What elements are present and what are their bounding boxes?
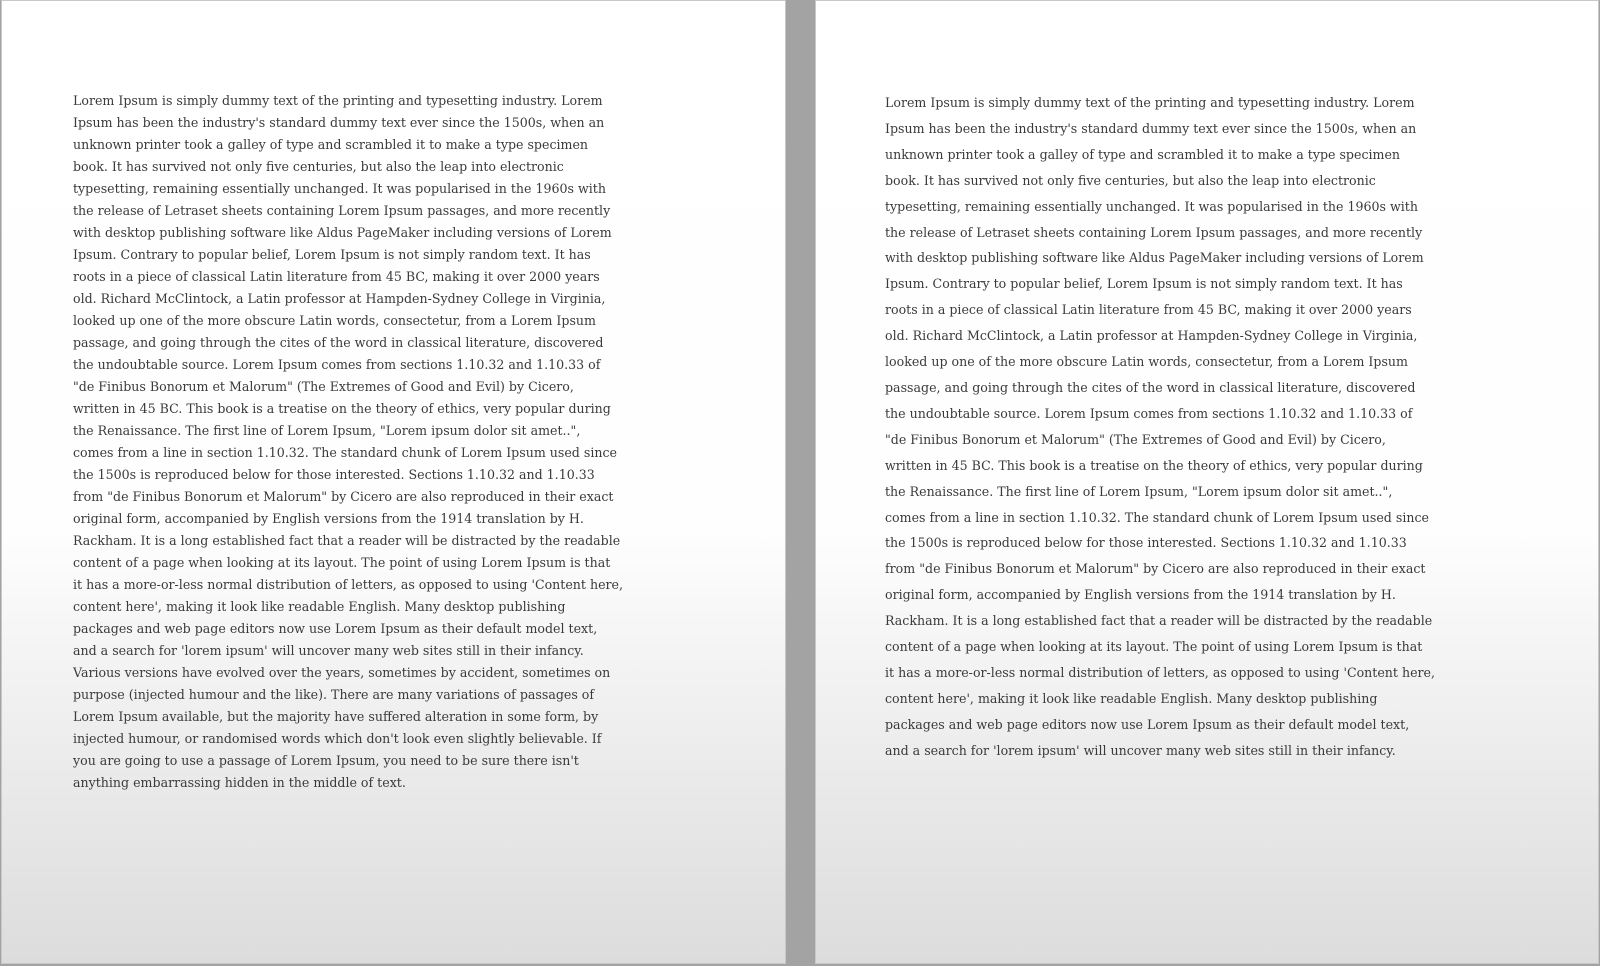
right-page [815, 0, 1599, 964]
right-page-body-text: Lorem Ipsum is simply dummy text of the printing and typesetting industry. Lorem Ipsum has been the industry's standard dummy text ever since the 1500s, when an unknown printer took a galley of type and scrambled it to make a type specimen book. It has survived not only five centuries, but also the leap into electronic typesetting, remaining essentially unchanged. It was popularised in the 1960s with the release of Letraset sheets containing Lorem Ipsum passages, and more recently with desktop publishing software like Aldus PageMaker including versions of Lorem Ipsum. Contrary to popular belief, Lorem Ipsum is not simply random text. It has roots in a piece of classical Latin literature from 45 BC, making it over 2000 years old. Richard McClintock, a Latin professor at Hampden-Sydney College in Virginia, looked up one of the more obscure Latin words, consectetur, from a Lorem Ipsum passage, and going through the cites of the word in classical literature, discovered the undoubtable source. Lorem Ipsum comes from sections 1.10.32 and 1.10.33 of "de Finibus Bonorum et Malorum" (The Extremes of Good and Evil) by Cicero, written in 45 BC. This book is a treatise on the theory of ethics, very popular during the Renaissance. The first line of Lorem Ipsum, "Lorem ipsum dolor sit amet..", comes from a line in section 1.10.32. The standard chunk of Lorem Ipsum used since the 1500s is reproduced below for those interested. Sections 1.10.32 and 1.10.33 from "de Finibus Bonorum et Malorum" by Cicero are also reproduced in their exact original form, accompanied by English versions from the 1914 translation by H. Rackham. It is a long established fact that a reader will be distracted by the readable content of a page when looking at its layout. The point of using Lorem Ipsum is that it has a more-or-less normal distribution of letters, as opposed to using 'Content here, content here', making it look like readable English. Many desktop publishing packages and web page editors now use Lorem Ipsum as their default model text, and a search for 'lorem ipsum' will uncover many web sites still in their infancy. [885, 95, 1435, 758]
left-page [1, 0, 786, 964]
left-page-body-text: Lorem Ipsum is simply dummy text of the printing and typesetting industry. Lorem Ipsum has been the industry's standard dummy text ever since the 1500s, when an unknown printer took a galley of type and scrambled it to make a type specimen book. It has survived not only five centuries, but also the leap into electronic typesetting, remaining essentially unchanged. It was popularised in the 1960s with the release of Letraset sheets containing Lorem Ipsum passages, and more recently with desktop publishing software like Aldus PageMaker including versions of Lorem Ipsum. Contrary to popular belief, Lorem Ipsum is not simply random text. It has roots in a piece of classical Latin literature from 45 BC, making it over 2000 years old. Richard McClintock, a Latin professor at Hampden-Sydney College in Virginia, looked up one of the more obscure Latin words, consectetur, from a Lorem Ipsum passage, and going through the cites of the word in classical literature, discovered the undoubtable source. Lorem Ipsum comes from sections 1.10.32 and 1.10.33 of "de Finibus Bonorum et Malorum" (The Extremes of Good and Evil) by Cicero, written in 45 BC. This book is a treatise on the theory of ethics, very popular during the Renaissance. The first line of Lorem Ipsum, "Lorem ipsum dolor sit amet..", comes from a line in section 1.10.32. The standard chunk of Lorem Ipsum used since the 1500s is reproduced below for those interested. Sections 1.10.32 and 1.10.33 from "de Finibus Bonorum et Malorum" by Cicero are also reproduced in their exact original form, accompanied by English versions from the 1914 translation by H. Rackham. It is a long established fact that a reader will be distracted by the readable content of a page when looking at its layout. The point of using Lorem Ipsum is that it has a more-or-less normal distribution of letters, as opposed to using 'Content here, content here', making it look like readable English. Many desktop publishing packages and web page editors now use Lorem Ipsum as their default model text, and a search for 'lorem ipsum' will uncover many web sites still in their infancy. Various versions have evolved over the years, sometimes by accident, sometimes on purpose (injected humour and the like). There are many variations of passages of Lorem Ipsum available, but the majority have suffered alteration in some form, by injected humour, or randomised words which don't look even slightly believable. If you are going to use a passage of Lorem Ipsum, you need to be sure there isn't anything embarrassing hidden in the middle of text. [73, 93, 623, 790]
